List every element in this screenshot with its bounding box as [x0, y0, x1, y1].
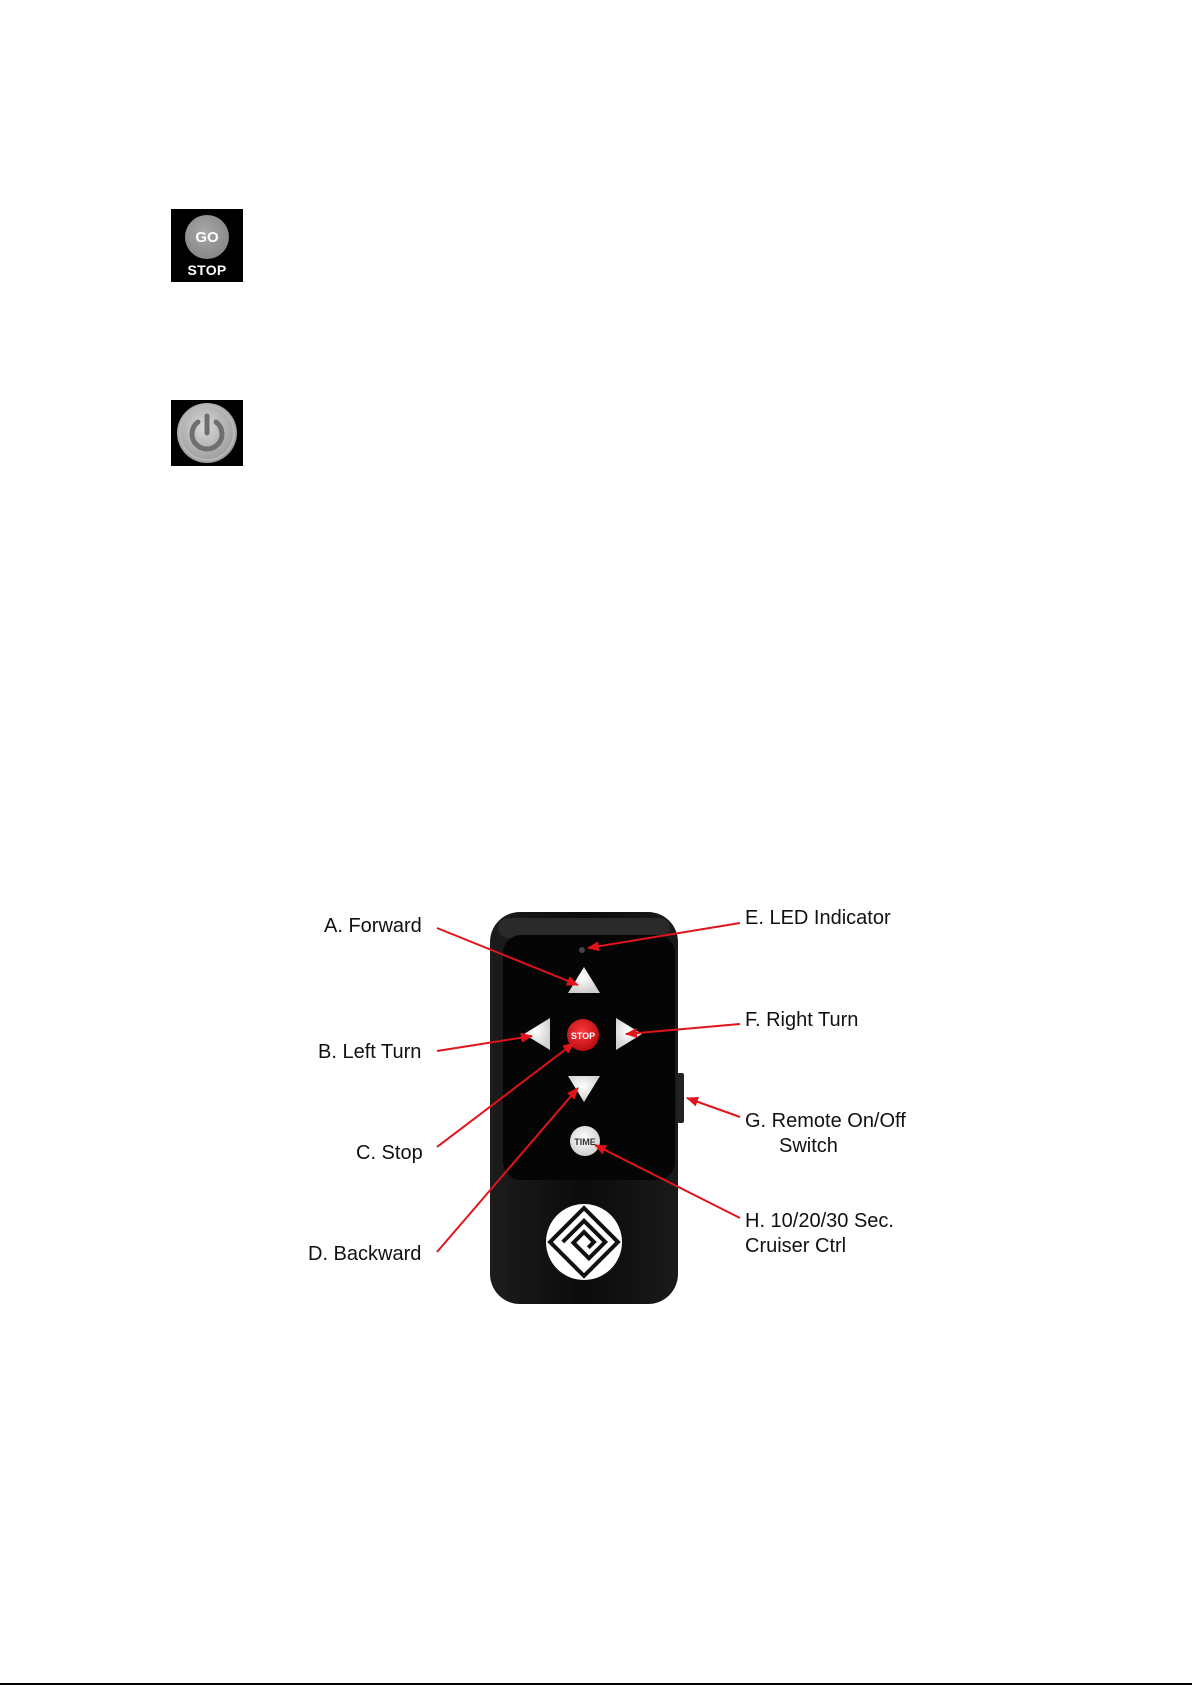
- label-led-indicator: E. LED Indicator: [745, 907, 891, 929]
- label-remote-switch-2: Switch: [779, 1135, 838, 1157]
- stop-button[interactable]: [567, 1019, 599, 1051]
- brand-logo: [546, 1204, 622, 1280]
- label-right-turn: F. Right Turn: [745, 1009, 859, 1031]
- label-forward: A. Forward: [324, 915, 422, 937]
- label-backward: D. Backward: [308, 1243, 422, 1265]
- label-cruiser-ctrl-2: Cruiser Ctrl: [745, 1235, 847, 1257]
- led-indicator: [579, 947, 585, 953]
- time-button-label: TIME: [574, 1137, 596, 1147]
- stop-label: STOP: [187, 262, 227, 278]
- label-stop: C. Stop: [356, 1142, 423, 1164]
- go-label: GO: [185, 215, 229, 259]
- time-button[interactable]: [570, 1126, 600, 1156]
- arrow-switch: [687, 1098, 740, 1117]
- stop-button-label: STOP: [570, 1031, 596, 1041]
- label-cruiser-ctrl: H. 10/20/30 Sec.: [745, 1210, 894, 1232]
- label-left-turn: B. Left Turn: [318, 1041, 422, 1063]
- label-remote-switch: G. Remote On/Off: [745, 1110, 906, 1132]
